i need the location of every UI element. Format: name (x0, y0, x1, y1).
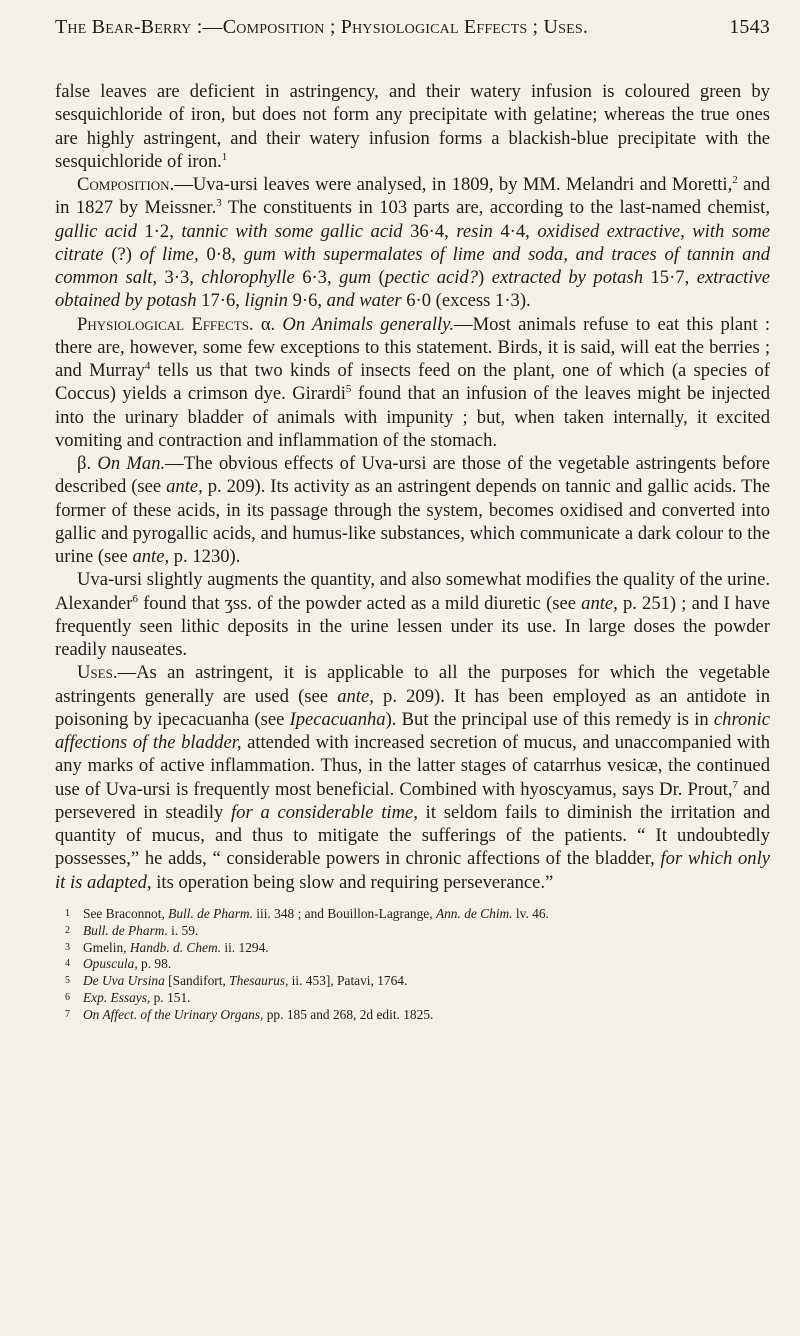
paragraph-uses: Uses.—As an astringent, it is applicable to all the purposes for which the vegetable astringents generally are used (see ante, p. 209). It has been employed as an antidote in poisoning by ipecacuanha (see Ipecacuanha). But the principal use of this remedy is in chronic affections of the bladder, attended with increased secretion of mucus, and unaccompanied with any marks of active inflammation. Thus, in the latter stages of catarrhus vesicæ, the continued use of Uva-ursi is frequently most beneficial. Combined with hyoscyamus, says Dr. Prout,$^7$ and persevered in steadily for a considerable time, it seldom fails to diminish the irritation and quantity of mucus, and thus to mitigate the sufferings of the patients. “ It undoubtedly possesses,” he adds, “ considerable powers in chronic affections of the bladder, for which only it is adapted, its operation being slow and requiring perseverance.” (55, 662, 771, 893)
section-label-composition: Composition. (77, 174, 175, 195)
footnote-ref: 7 (732, 778, 738, 791)
footnote-text: On Affect. of the Urinary Organs, pp. 185 and 268, 2d edit. 1825. (83, 1007, 434, 1023)
footnote-ref: 5 (345, 383, 352, 396)
footnote-mark: 1 (65, 907, 70, 919)
footnote-ref: 3 (216, 197, 222, 210)
paragraph-physiological-animals: Physiological Effects. α. On Animals generally.—Most animals refuse to eat this plant : there are, however, some few exceptions to this statement. Birds, it is said, will eat the berries ; and Murray$^4$ tells us that two kinds of insects feed on the plant, one of which (a species of Coccus) yields a crimson dye. Girardi$^5$ found that an infusion of the leaves might be injected into the urinary bladder of animals with impunity ; but, when taken internally, it excited vomiting and contraction and inflammation of the stomach. (55, 313, 771, 451)
footnote-text: Gmelin, Handb. d. Chem. ii. 1294. (83, 939, 269, 955)
footnote-text: Exp. Essays, p. 151. (83, 990, 191, 1006)
footnote-mark: 6 (65, 992, 70, 1004)
page-number: 1543 (729, 16, 770, 38)
body-text (55, 80, 770, 894)
running-head (55, 16, 770, 46)
footnote-ref: 2 (732, 174, 738, 186)
footnote (55, 1007, 770, 1024)
section-label-physiological: Physiological Effects. (77, 313, 254, 335)
running-title: The Bear-Berry :—Composition ; Physiological Effects ; Uses. (55, 16, 589, 38)
footnote-mark: 7 (65, 1009, 70, 1021)
footnote-ref: 4 (144, 360, 151, 372)
footnote-mark: 4 (65, 958, 70, 970)
footnotes (55, 906, 770, 1024)
footnote-ref: 1 (221, 150, 228, 163)
paragraph-urine: Uva-ursi slightly augments the quantity, and also somewhat modifies the quality of the urine. Alexander$^6$ found that ʒss. of the powder acted as a mild diuretic (see ante, p. 251) ; and I have frequently seen lithic deposits in the urine lessen under its use. In large doses the powder readily nauseates. (55, 569, 770, 660)
footnote (55, 923, 770, 940)
footnote-text: Opuscula, p. 98. (83, 956, 172, 972)
footnote (55, 990, 770, 1007)
footnote-text: See Braconnot, Bull. de Pharm. iii. 348 ; and Bouillon-Lagrange, Ann. de Chim. lv. 46. (83, 905, 549, 921)
footnote-mark: 3 (65, 941, 70, 953)
paragraph-composition: Composition.—Uva-ursi leaves were analysed, in 1809, by MM. Melandri and Moretti,$^2$ and in 1827 by Meissner.$^3$ The constituents in 103 parts are, according to the last-named chemist, gallic acid 1·2, tannic with some gallic acid 36·4, resin 4·4, oxidised extractive, with some citrate (?) of lime, 0·8, gum with supermalates of lime and soda, and traces of tannin and common salt, 3·3, chlorophylle 6·3, gum (pectic acid?) extracted by potash 15·7, extractive obtained by potash 17·6, lignin 9·6, and water 6·0 (excess 1·3). (55, 174, 771, 312)
footnote-mark: 5 (65, 975, 70, 987)
footnote-mark: 2 (65, 924, 70, 936)
footnote (55, 973, 770, 990)
footnote (55, 956, 770, 973)
paragraph-leaves: false leaves are deficient in astringency, and their watery infusion is coloured green by sesquichloride of iron, but does not form any precipitate with gelatine; whereas the true ones are highly astringent, and their watery infusion forms a blackish-blue precipitate with the sesquichloride of iron.$^1$ (55, 81, 770, 172)
footnote (55, 906, 770, 923)
footnote-text: Bull. de Pharm. i. 59. (83, 922, 199, 938)
footnote-ref: 6 (132, 592, 138, 605)
section-label-uses: Uses. (77, 662, 118, 684)
footnote (55, 940, 770, 957)
paragraph-physiological-man: β. On Man.—The obvious effects of Uva-ursi are those of the vegetable astringents before described (see ante, p. 209). Its activity as an astringent depends on tannic and gallic acids. The former of these acids, in its passage through the system, becomes oxidised and converted into gallic and pyrogallic acids, and humus-like substances, which communicate a dark colour to the urine (see ante, p. 1230). (55, 453, 771, 567)
footnote-text: De Uva Ursina [Sandifort, Thesaurus, ii. 453], Patavi, 1764. (83, 973, 408, 989)
